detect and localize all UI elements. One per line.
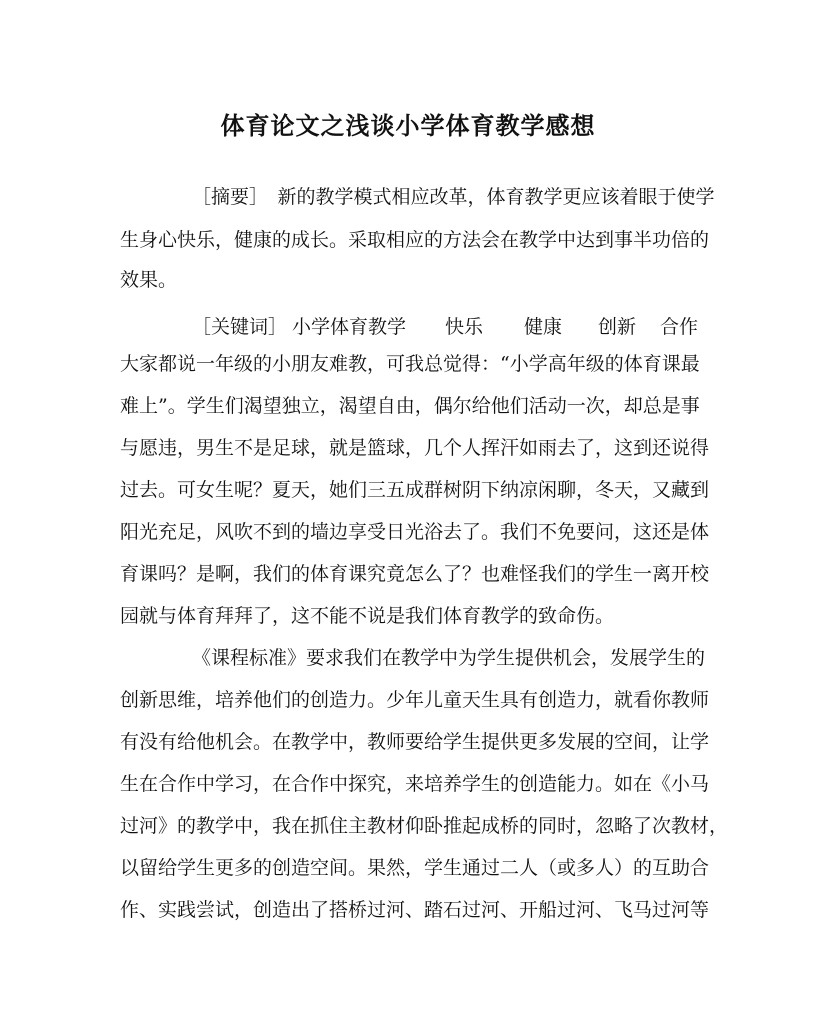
paragraph-line: 园就与体育拜拜了，这不能不说是我们体育教学的致命伤。 — [120, 605, 615, 627]
page-title: 体育论文之浅谈小学体育教学感想 — [220, 111, 596, 140]
keyword: 快乐 — [445, 316, 484, 338]
abstract-line: 效果。 — [120, 269, 178, 291]
paragraph-line: 与愿违，男生不是足球，就是篮球，几个人挥汗如雨去了，这到还说得 — [120, 437, 710, 459]
keyword: 创新 — [598, 316, 637, 338]
keyword: 小学体育教学 — [292, 316, 407, 338]
keywords-label: ［关键词］ — [192, 316, 288, 338]
paragraph-line: 过河》的教学中，我在抓住主教材仰卧推起成桥的同时，忽略了次教材， — [120, 815, 729, 837]
abstract-line: ［摘要］ 新的教学模式相应改革，体育教学更应该着眼于使学 — [192, 186, 715, 208]
paragraph-line: 过去。可女生呢？夏天，她们三五成群树阴下纳凉闲聊，冬天，又藏到 — [120, 479, 710, 501]
paragraph-line: 大家都说一年级的小朋友难教，可我总觉得：“小学高年级的体育课最 — [120, 353, 700, 375]
paragraph-line: 《课程标准》要求我们在教学中为学生提供机会，发展学生的 — [192, 647, 706, 669]
paragraph-line: 作、实践尝试，创造出了搭桥过河、踏石过河、开船过河、飞马过河等 — [120, 899, 710, 921]
paragraph-line: 育课吗？是啊，我们的体育课究竟怎么了？也难怪我们的学生一离开校 — [120, 563, 710, 585]
paragraph-line: 有没有给他机会。在教学中，教师要给学生提供更多发展的空间，让学 — [120, 731, 710, 753]
abstract-line: 生身心快乐，健康的成长。采取相应的方法会在教学中达到事半功倍的 — [120, 229, 710, 251]
paragraph-line: 难上”。学生们渴望独立，渴望自由，偶尔给他们活动一次，却总是事 — [120, 395, 700, 417]
paragraph-line: 阳光充足，风吹不到的墙边享受日光浴去了。我们不免要问，这还是体 — [120, 521, 710, 543]
keyword: 健康 — [524, 316, 563, 338]
paragraph-line: 以留给学生更多的创造空间。果然，学生通过二人（或多人）的互助合 — [120, 857, 710, 879]
keyword: 合作 — [660, 316, 699, 338]
paragraph-line: 生在合作中学习，在合作中探究，来培养学生的创造能力。如在《小马 — [120, 773, 710, 795]
paragraph-line: 创新思维，培养他们的创造力。少年儿童天生具有创造力，就看你教师 — [120, 689, 710, 711]
